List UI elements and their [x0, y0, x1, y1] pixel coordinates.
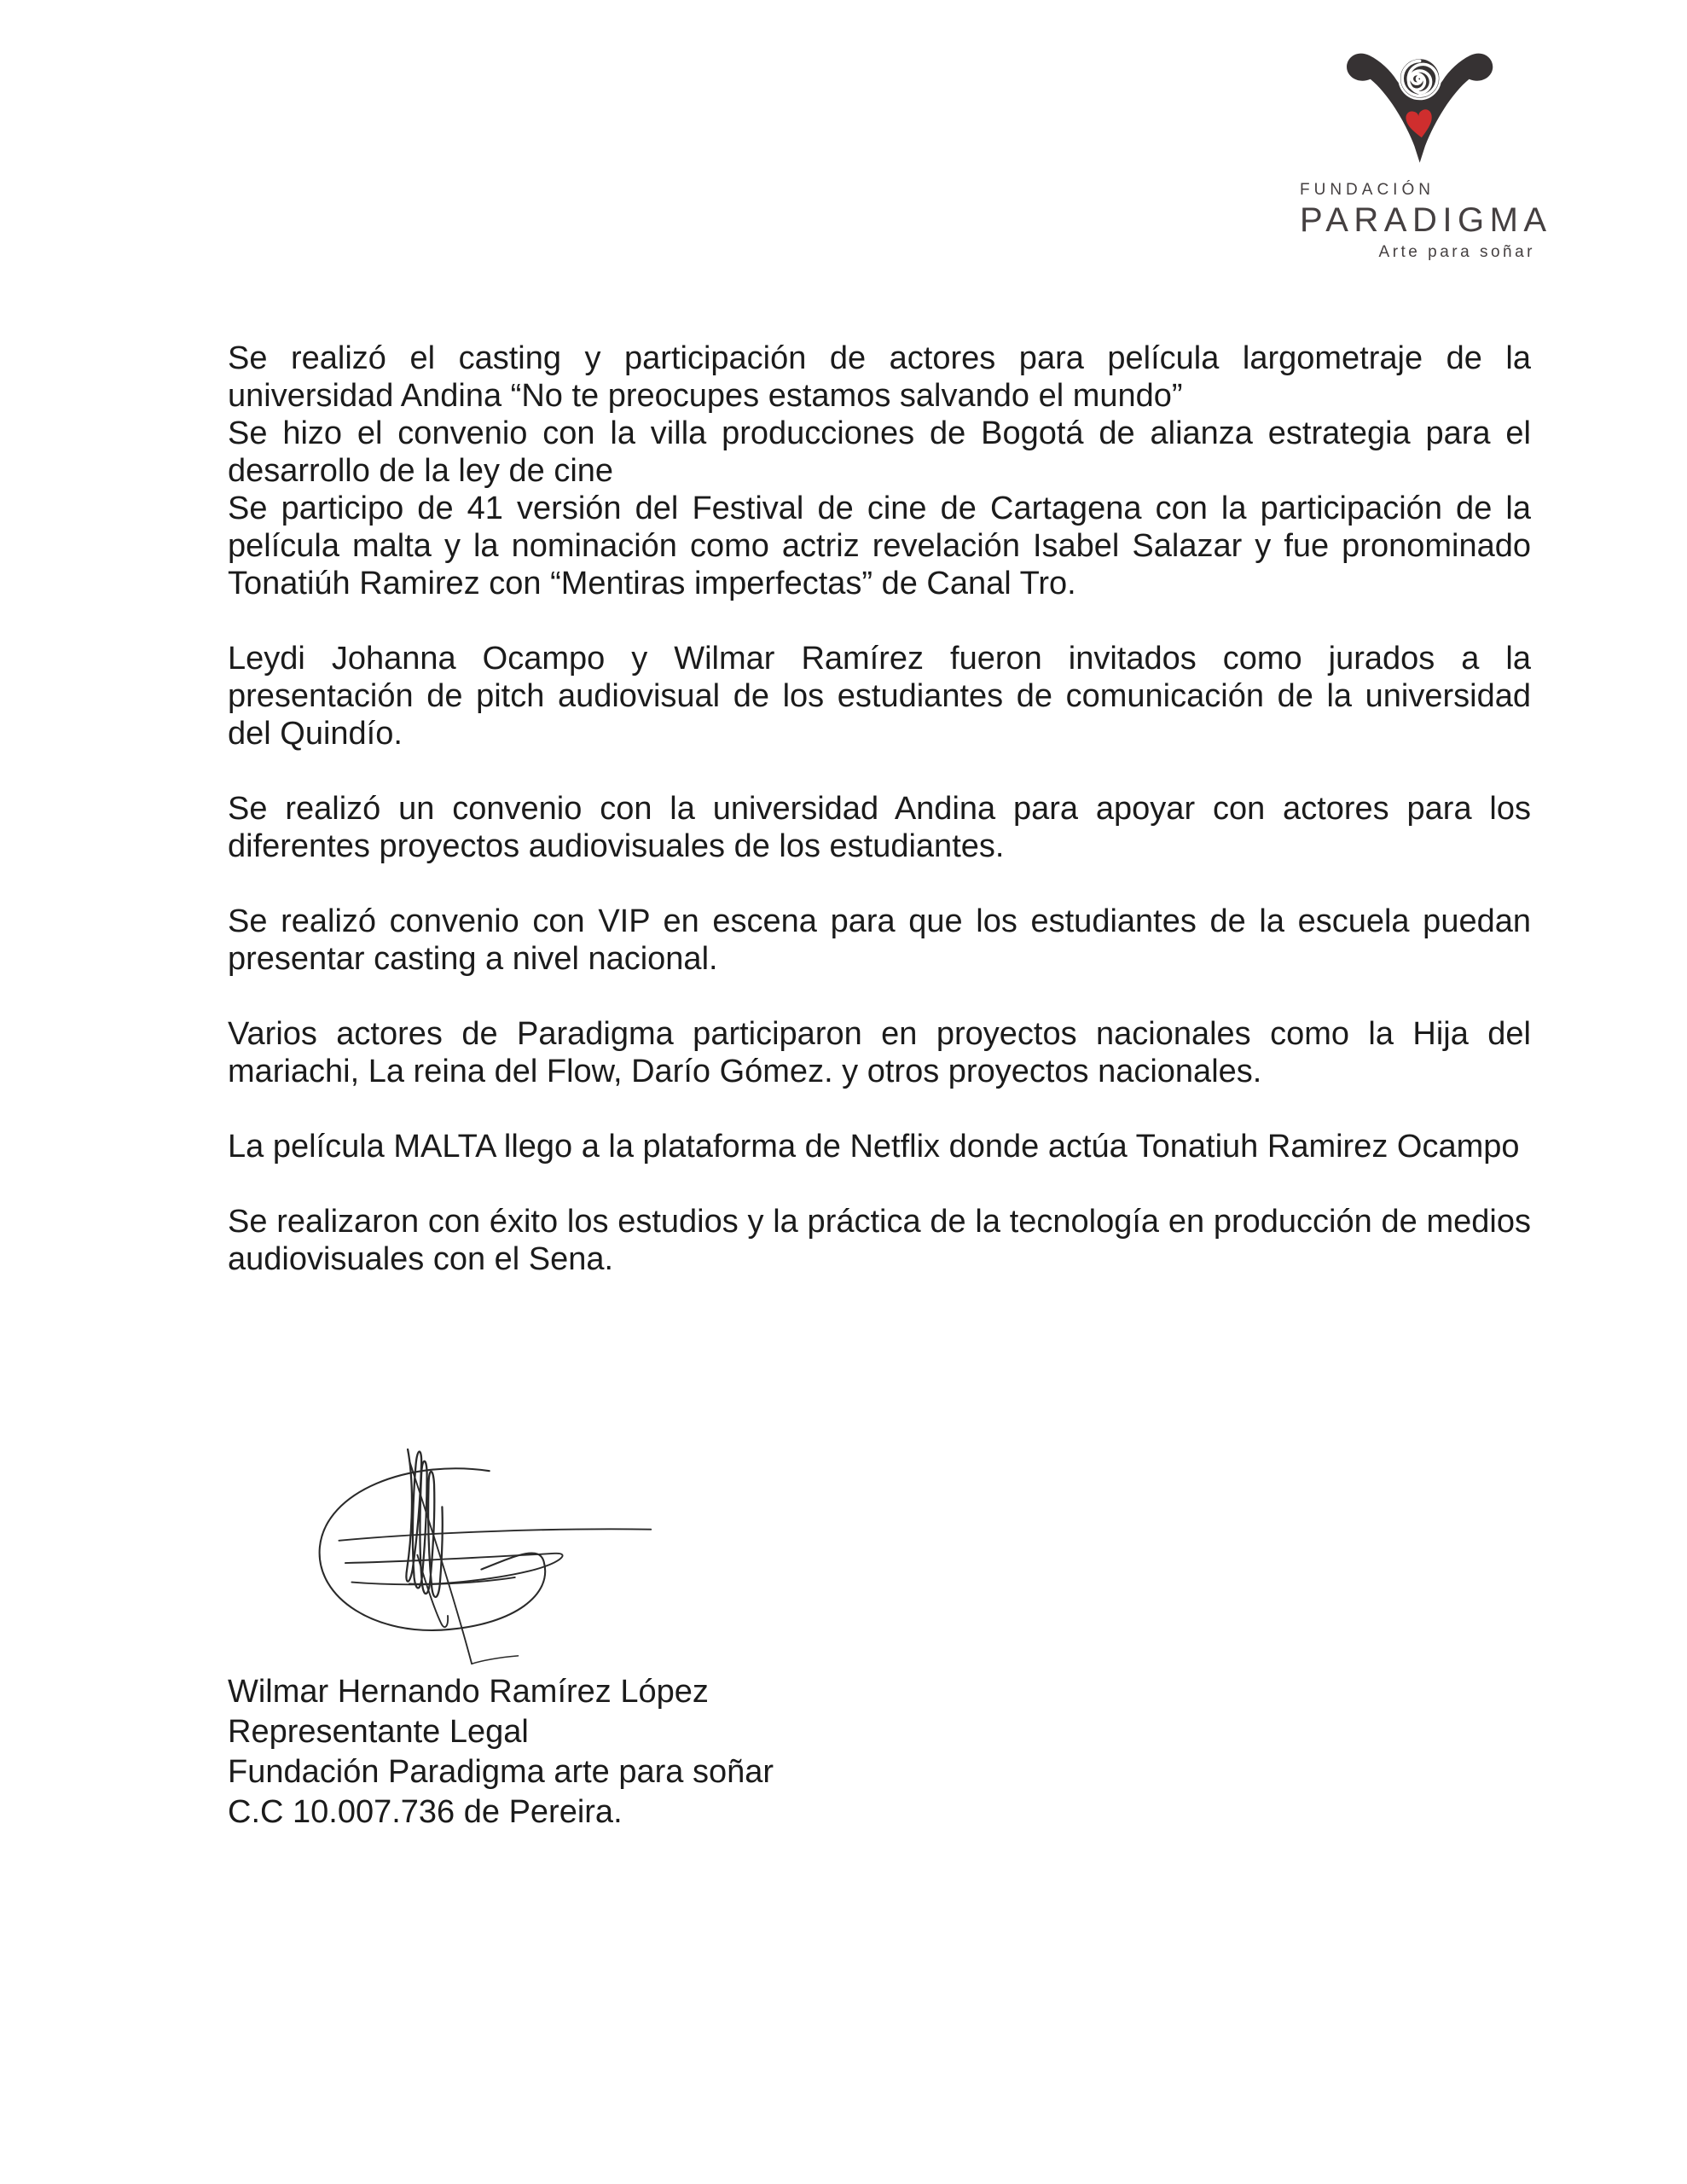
paragraph: Se participo de 41 versión del Festival de cine de Cartagena con la participación de la película malta y la nominación como actriz revelación Isabel Salazar y fue pronominado Tonatiúh Ramirez con “Mentiras imperfectas” de Canal Tro.: [228, 491, 1531, 601]
signer-name: Wilmar Hernando Ramírez López: [228, 1674, 709, 1710]
heart-icon: [1405, 108, 1434, 139]
paragraph: Se realizaron con éxito los estudios y la práctica de la tecnología en producción de medios audiovisuales con el Sena.: [228, 1204, 1531, 1277]
letter-body: [228, 340, 1531, 1316]
signature-block: [228, 1435, 774, 1833]
paragraph: Se realizó el casting y participación de actores para película largometraje de la universidad Andina “No te preocupes estamos salvando el mundo”: [228, 340, 1531, 414]
paragraph: Se realizó convenio con VIP en escena para que los estudiantes de la escuela puedan presentar casting a nivel nacional.: [228, 903, 1531, 977]
paradigma-figure-icon: [1341, 48, 1508, 177]
signer-organization: Fundación Paradigma arte para soñar: [228, 1754, 774, 1790]
paragraph: Se hizo el convenio con la villa producciones de Bogotá de alianza estrategia para el desarrollo de la ley de cine: [228, 415, 1531, 489]
paragraph: Se realizó un convenio con la universidad Andina para apoyar con actores para los diferentes proyectos audiovisuales de los estudiantes.: [228, 791, 1531, 864]
logo-org-small: FUNDACIÓN: [1300, 181, 1435, 199]
logo-tagline: Arte para soñar: [1378, 243, 1535, 261]
signer-id: C.C 10.007.736 de Pereira.: [228, 1794, 623, 1830]
paragraph: Varios actores de Paradigma participaron en proyectos nacionales como la Hija del mariachi, La reina del Flow, Darío Gómez. y otros proyectos nacionales.: [228, 1016, 1531, 1089]
paragraph: Leydi Johanna Ocampo y Wilmar Ramírez fueron invitados como jurados a la presentación de pitch audiovisual de los estudiantes de comunicación de la universidad del Quindío.: [228, 641, 1531, 752]
signer-title: Representante Legal: [228, 1714, 529, 1750]
logo-org-large: PARADIGMA: [1300, 201, 1552, 239]
handwritten-signature-icon: [281, 1435, 666, 1667]
paragraph: La película MALTA llego a la plataforma de Netflix donde actúa Tonatiuh Ramirez Ocampo: [228, 1129, 1520, 1165]
fundacion-paradigma-logo: [1300, 48, 1552, 262]
